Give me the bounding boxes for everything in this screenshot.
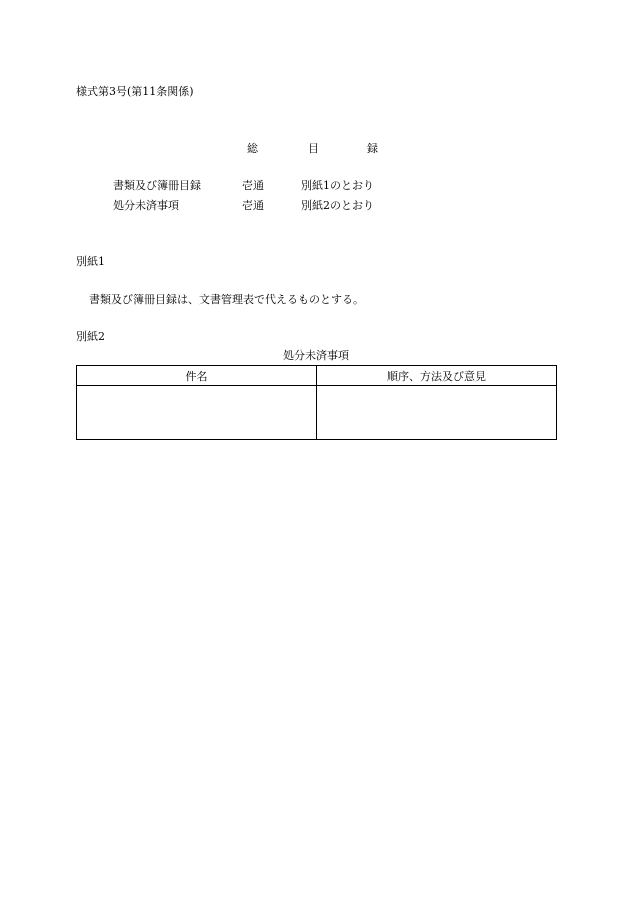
annex2-heading: 別紙2 (76, 330, 105, 343)
pending-items-table (76, 365, 557, 440)
column-header-subject: 件名 (77, 366, 317, 386)
title-char-2: 目 (308, 142, 319, 155)
table-header-row (77, 366, 557, 386)
title-char-1: 総 (247, 142, 258, 155)
form-number: 様式第3号(第11条関係) (76, 85, 194, 98)
annex1-text: 書類及び簿冊目録は、文書管理表で代えるものとする。 (89, 293, 364, 306)
annex2-caption: 処分未済事項 (283, 349, 349, 362)
toc-item-reference: 別紙1のとおり (301, 179, 374, 192)
table-row (77, 386, 557, 440)
toc-item-count: 壱通 (242, 179, 264, 192)
title-char-3: 録 (367, 142, 378, 155)
toc-item-count: 壱通 (242, 199, 264, 212)
toc-item-reference: 別紙2のとおり (301, 199, 374, 212)
column-header-procedure-opinion: 順序、方法及び意見 (317, 366, 557, 386)
table-cell-procedure-opinion (317, 386, 557, 440)
toc-item-name: 書類及び簿冊目録 (113, 179, 201, 192)
toc-item-name: 処分未済事項 (113, 199, 179, 212)
annex1-heading: 別紙1 (76, 255, 105, 268)
table-cell-subject (77, 386, 317, 440)
